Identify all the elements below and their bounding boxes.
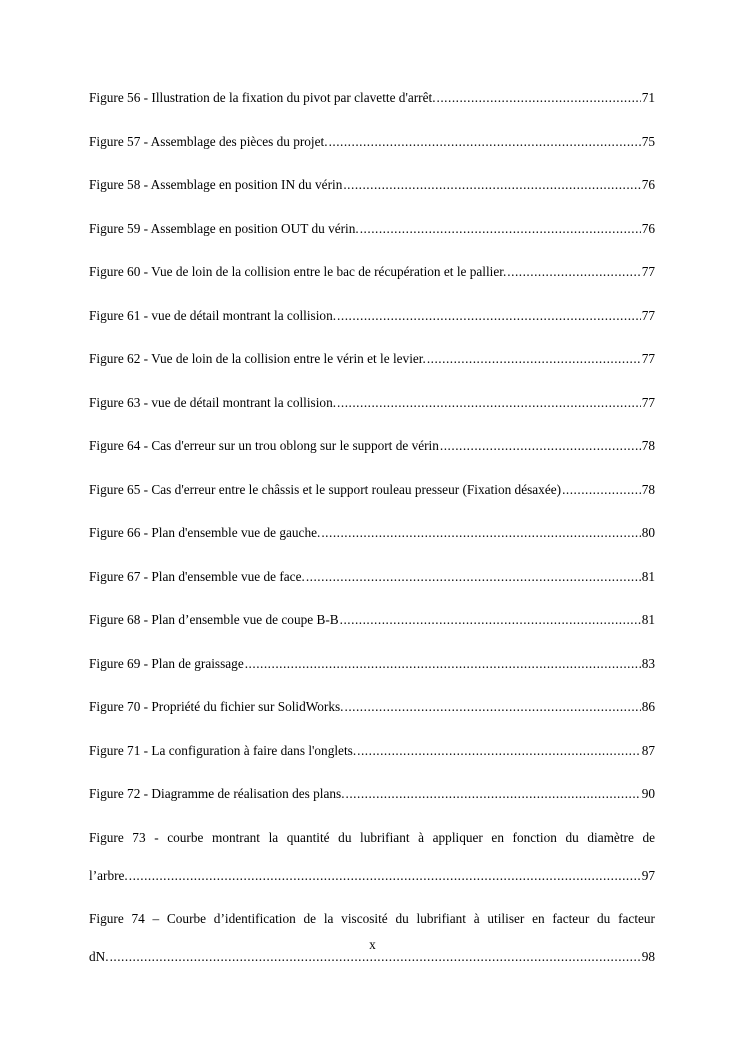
toc-entry-title: Figure 62 - Vue de loin de la collision entre le vérin et le levier. (89, 351, 426, 366)
toc-entry-page: 78 (641, 481, 655, 497)
toc-entry[interactable] (89, 436, 655, 456)
page-number: x (369, 937, 376, 952)
toc-entry-page: 87 (641, 742, 655, 758)
toc-entry-title-line1: Figure 73 - courbe montrant la quantité du lubrifiant à appliquer en fonction du diamètre de (89, 829, 655, 845)
toc-entry[interactable] (89, 88, 655, 108)
dot-leader (329, 132, 641, 152)
toc-entry-page: 90 (641, 786, 655, 801)
dot-leader (507, 262, 640, 282)
toc-entry-page: 75 (641, 133, 655, 149)
dot-leader (440, 436, 641, 456)
dot-leader (346, 784, 641, 804)
toc-entry-title: Figure 67 - Plan d'ensemble vue de face. (89, 568, 305, 584)
dot-leader (357, 741, 641, 761)
dot-leader (345, 697, 641, 717)
toc-entry-page: 80 (641, 525, 655, 540)
toc-entry-title: Figure 57 - Assemblage des pièces du projet. (89, 133, 328, 149)
toc-entry-page: 98 (641, 949, 655, 964)
toc-entry-title: Figure 60 - Vue de loin de la collision entre le bac de récupération et le pallier. (89, 264, 507, 279)
toc-entry[interactable] (89, 610, 655, 630)
toc-entry[interactable] (89, 132, 655, 152)
toc-entry[interactable] (89, 523, 655, 543)
toc-entry[interactable] (89, 741, 655, 761)
toc-entry-title: Figure 56 - Illustration de la fixation du pivot par clavette d'arrêt. (89, 90, 436, 105)
toc-entry[interactable] (89, 349, 655, 369)
toc-entry-page: 81 (641, 568, 655, 584)
dot-leader (340, 610, 641, 630)
dot-leader (306, 567, 641, 587)
toc-entry-page: 86 (641, 699, 655, 714)
toc-entry-title: Figure 66 - Plan d'ensemble vue de gauche. (89, 525, 321, 540)
dot-leader (129, 866, 641, 886)
dot-leader (321, 523, 640, 543)
dot-leader (245, 654, 641, 674)
toc-entry-title: Figure 69 - Plan de graissage (89, 655, 244, 671)
toc-entry-page: 71 (641, 90, 655, 105)
toc-entry-multiline[interactable] (89, 828, 655, 886)
toc-entry[interactable] (89, 175, 655, 195)
dot-leader (360, 219, 641, 239)
toc-entry-page: 78 (641, 438, 655, 453)
toc-entry-title-line2: dN. (89, 949, 109, 964)
toc-entry-title: Figure 71 - La configuration à faire dans l'onglets. (89, 742, 357, 758)
toc-entry[interactable] (89, 480, 655, 500)
toc-entry-title-line1: Figure 74 – Courbe d’identification de la viscosité du lubrifiant à utiliser en facteur du facteur (89, 911, 655, 926)
toc-entry-page: 83 (641, 655, 655, 671)
toc-entry-title: Figure 58 - Assemblage en position IN du vérin (89, 177, 343, 192)
table-of-figures (89, 88, 655, 991)
toc-entry-title: Figure 59 - Assemblage en position OUT du vérin. (89, 220, 359, 236)
toc-entry[interactable] (89, 697, 655, 717)
toc-entry-title: Figure 72 - Diagramme de réalisation des plans. (89, 786, 345, 801)
dot-leader (337, 393, 641, 413)
toc-entry[interactable] (89, 784, 655, 804)
toc-entry[interactable] (89, 567, 655, 587)
toc-entry-title: Figure 64 - Cas d'erreur sur un trou oblong sur le support de vérin (89, 438, 439, 453)
toc-entry-title: Figure 70 - Propriété du fichier sur SolidWorks. (89, 699, 344, 714)
toc-entry[interactable] (89, 393, 655, 413)
toc-entry-title-line2: l’arbre. (89, 867, 128, 883)
toc-entry-title: Figure 68 - Plan d’ensemble vue de coupe B-B (89, 612, 339, 627)
toc-entry-title: Figure 61 - vue de détail montrant la collision. (89, 307, 337, 323)
toc-entry-title: Figure 63 - vue de détail montrant la collision. (89, 394, 337, 410)
dot-leader (427, 349, 641, 369)
toc-entry-page: 77 (641, 394, 655, 410)
toc-entry[interactable] (89, 654, 655, 674)
dot-leader (343, 175, 640, 195)
toc-entry-title-line2-row (89, 866, 655, 886)
toc-entry-page: 77 (641, 351, 655, 366)
toc-entry-page: 77 (641, 264, 655, 279)
toc-entry-page: 76 (641, 177, 655, 192)
toc-entry[interactable] (89, 306, 655, 326)
toc-entry-page: 77 (641, 307, 655, 323)
toc-entry-page: 76 (641, 220, 655, 236)
toc-entry-page: 81 (641, 612, 655, 627)
toc-entry-title: Figure 65 - Cas d'erreur entre le châssis et le support rouleau presseur (Fixation désaxée) (89, 481, 562, 497)
toc-entry[interactable] (89, 262, 655, 282)
toc-entry-page: 97 (641, 867, 655, 883)
toc-entry[interactable] (89, 219, 655, 239)
dot-leader (337, 306, 641, 326)
dot-leader (562, 480, 641, 500)
dot-leader (437, 88, 641, 108)
